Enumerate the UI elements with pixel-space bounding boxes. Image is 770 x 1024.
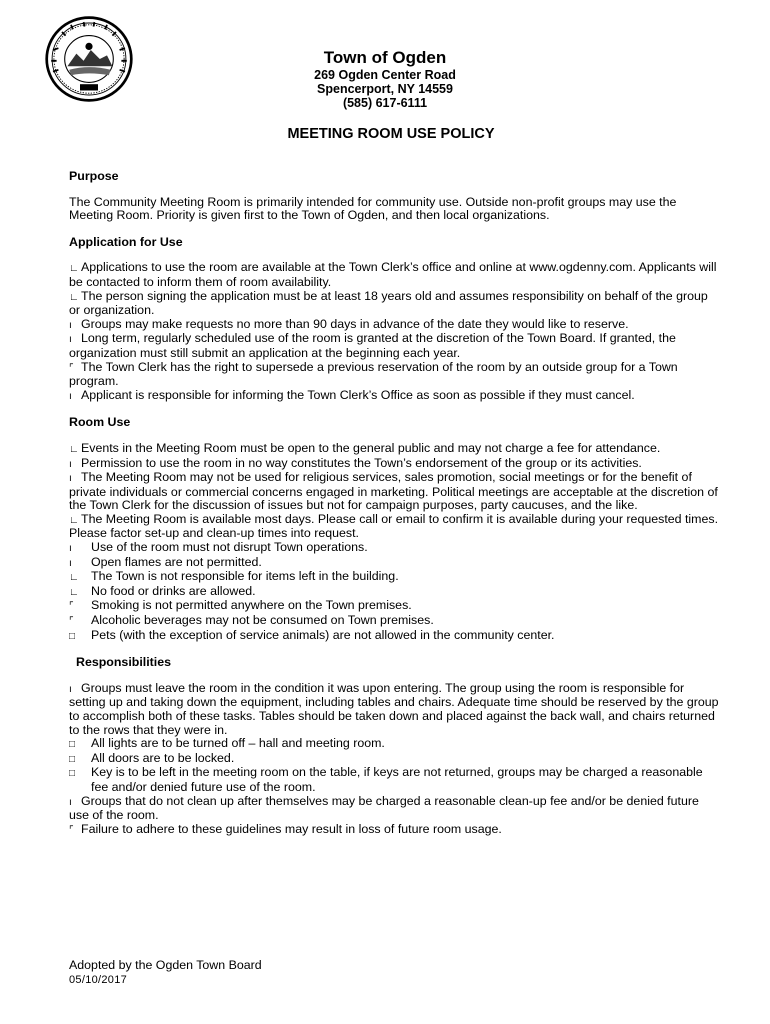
list-item [69, 513, 719, 541]
list-item-text: Failure to adhere to these guidelines may result in loss of future room usage. [81, 821, 502, 836]
list-item [69, 457, 719, 472]
rule-item [69, 614, 719, 629]
room-use-heading: Room Use [69, 415, 131, 430]
policy-body [69, 170, 719, 837]
checkbox-icon: □ [69, 630, 76, 642]
list-item-text: Long term, regularly scheduled use of the room is granted at the discretion of the Town Board. If granted, the organization must still submit an application at the beginning each year. [69, 331, 676, 360]
list-item-text: Groups must leave the room in the condition it was upon entering. The group using the room is responsible for setting up and taking down the equipment, including tables and chairs. Adequate time should be reserved by the group to accomplish both of these tasks. Tables should be taken down and placed against the back wall, and chairs returned to the rows that they were in. [69, 680, 719, 737]
list-item-text: Events in the Meeting Room must be open to the general public and may not charge a fee for attendance. [81, 440, 661, 455]
adopted-by-text: Adopted by the Ogden Town Board [69, 958, 262, 972]
list-item [69, 361, 719, 389]
list-item-text: Groups may make requests no more than 90 days in advance of the date they would like to reserve. [81, 316, 629, 331]
checklist-text: All lights are to be turned off – hall and meeting room. [91, 736, 385, 751]
adoption-date: 05/10/2017 [69, 974, 128, 986]
list-item [69, 823, 719, 838]
responsibilities-list [69, 682, 719, 838]
bullet-marker-icon: ⌜ [69, 362, 74, 374]
letterhead [0, 48, 770, 110]
list-item [69, 682, 719, 737]
rule-text: No food or drinks are allowed. [91, 583, 256, 598]
bullet-marker-icon: ı [69, 319, 72, 331]
list-item [69, 795, 719, 823]
list-item [69, 261, 719, 289]
rule-text: Open flames are not permitted. [91, 554, 262, 569]
rule-item [69, 556, 719, 571]
responsibilities-heading: Responsibilities [76, 655, 172, 670]
bullet-marker-icon: ı [69, 543, 72, 555]
bullet-marker-icon: ∟ [69, 263, 79, 275]
list-item-text: Groups that do not clean up after themselves may be charged a reasonable clean-up fee and/or be denied future use of the room. [69, 793, 699, 823]
purpose-heading: Purpose [69, 169, 119, 183]
bullet-marker-icon: ⌜ [69, 616, 74, 628]
bullet-marker-icon: ⌜ [69, 601, 74, 613]
checkbox-icon: □ [69, 739, 76, 751]
bullet-marker-icon: ∟ [69, 572, 79, 584]
rule-item [69, 599, 719, 614]
adoption-footer [69, 958, 262, 988]
room-use-list [69, 442, 719, 643]
list-item-text: The person signing the application must be at least 18 years old and assumes responsibility on behalf of the group or organization. [69, 288, 708, 318]
bullet-marker-icon: ı [69, 390, 72, 402]
purpose-text: The Community Meeting Room is primarily intended for community use. Outside non-profit groups may use the Meeting Room. Priority is given first to the Town of Ogden, and then local organizations. [69, 194, 677, 223]
list-item-text: The Meeting Room may not be used for religious services, sales promotion, social meetings or for the benefit of private individuals or commercial concerns engaged in marketing. Political meetings are acceptable at the discretion of the Town Clerk for the discussion of issues but not for campaign purposes, party caucuses, and the like. [69, 470, 718, 513]
bullet-marker-icon: ı [69, 557, 72, 569]
checkbox-icon: □ [69, 768, 76, 780]
bullet-marker-icon: ı [69, 458, 72, 470]
checklist-item [69, 766, 719, 794]
checklist-item [69, 737, 719, 752]
bullet-marker-icon: ∟ [69, 443, 79, 455]
street-address: 269 Ogden Center Road [314, 68, 456, 82]
bullet-marker-icon: ∟ [69, 514, 79, 526]
rule-item [69, 585, 719, 600]
list-item-text: The Meeting Room is available most days. Please call or email to confirm it is available during your requested times. Please factor set-up and clean-up times into request. [69, 511, 719, 541]
rule-item [69, 570, 719, 585]
rule-item [69, 629, 719, 644]
rule-item [69, 541, 719, 556]
phone-number: (585) 617-6111 [342, 96, 428, 110]
list-item-text: Permission to use the room in no way constitutes the Town’s endorsement of the group or its activities. [81, 455, 642, 470]
town-name: Town of Ogden [323, 48, 447, 67]
rule-text: Pets (with the exception of service animals) are not allowed in the community center. [91, 627, 555, 642]
list-item [69, 332, 719, 360]
bullet-marker-icon: ⌜ [69, 824, 74, 836]
checkbox-icon: □ [69, 753, 76, 765]
bullet-marker-icon: ı [69, 683, 72, 695]
bullet-marker-icon: ∟ [69, 291, 79, 303]
checklist-text: Key is to be left in the meeting room on the table, if keys are not returned, groups may be charged a reasonable fee and/or denied future use of the room. [91, 765, 703, 794]
list-item [69, 290, 719, 318]
application-list [69, 261, 719, 403]
rule-text: The Town is not responsible for items left in the building. [91, 569, 399, 584]
list-item [69, 389, 719, 404]
list-item-text: The Town Clerk has the right to supersede a previous reservation of the room by an outside group for a Town program. [69, 359, 678, 389]
bullet-marker-icon: ı [69, 473, 72, 485]
checklist-item [69, 752, 719, 767]
list-item [69, 318, 719, 333]
list-item-text: Applicant is responsible for informing the Town Clerk’s Office as soon as possible if they must cancel. [81, 387, 635, 402]
bullet-marker-icon: ı [69, 796, 72, 808]
list-item [69, 442, 719, 457]
list-item [69, 471, 719, 513]
rule-text: Use of the room must not disrupt Town operations. [91, 540, 368, 555]
application-heading: Application for Use [69, 234, 183, 249]
bullet-marker-icon: ı [69, 334, 72, 346]
bullet-marker-icon: ∟ [69, 586, 79, 598]
rule-text: Smoking is not permitted anywhere on the Town premises. [91, 598, 412, 613]
list-item-text: Applications to use the room are available at the Town Clerk’s office and online at www.ogdenny.com. Applicants will be contacted to inform them of room availability. [69, 260, 717, 289]
checklist-text: All doors are to be locked. [91, 750, 235, 765]
city-state-zip: Spencerport, NY 14559 [317, 82, 453, 96]
rule-text: Alcoholic beverages may not be consumed on Town premises. [91, 613, 434, 628]
policy-title: MEETING ROOM USE POLICY [287, 126, 495, 142]
